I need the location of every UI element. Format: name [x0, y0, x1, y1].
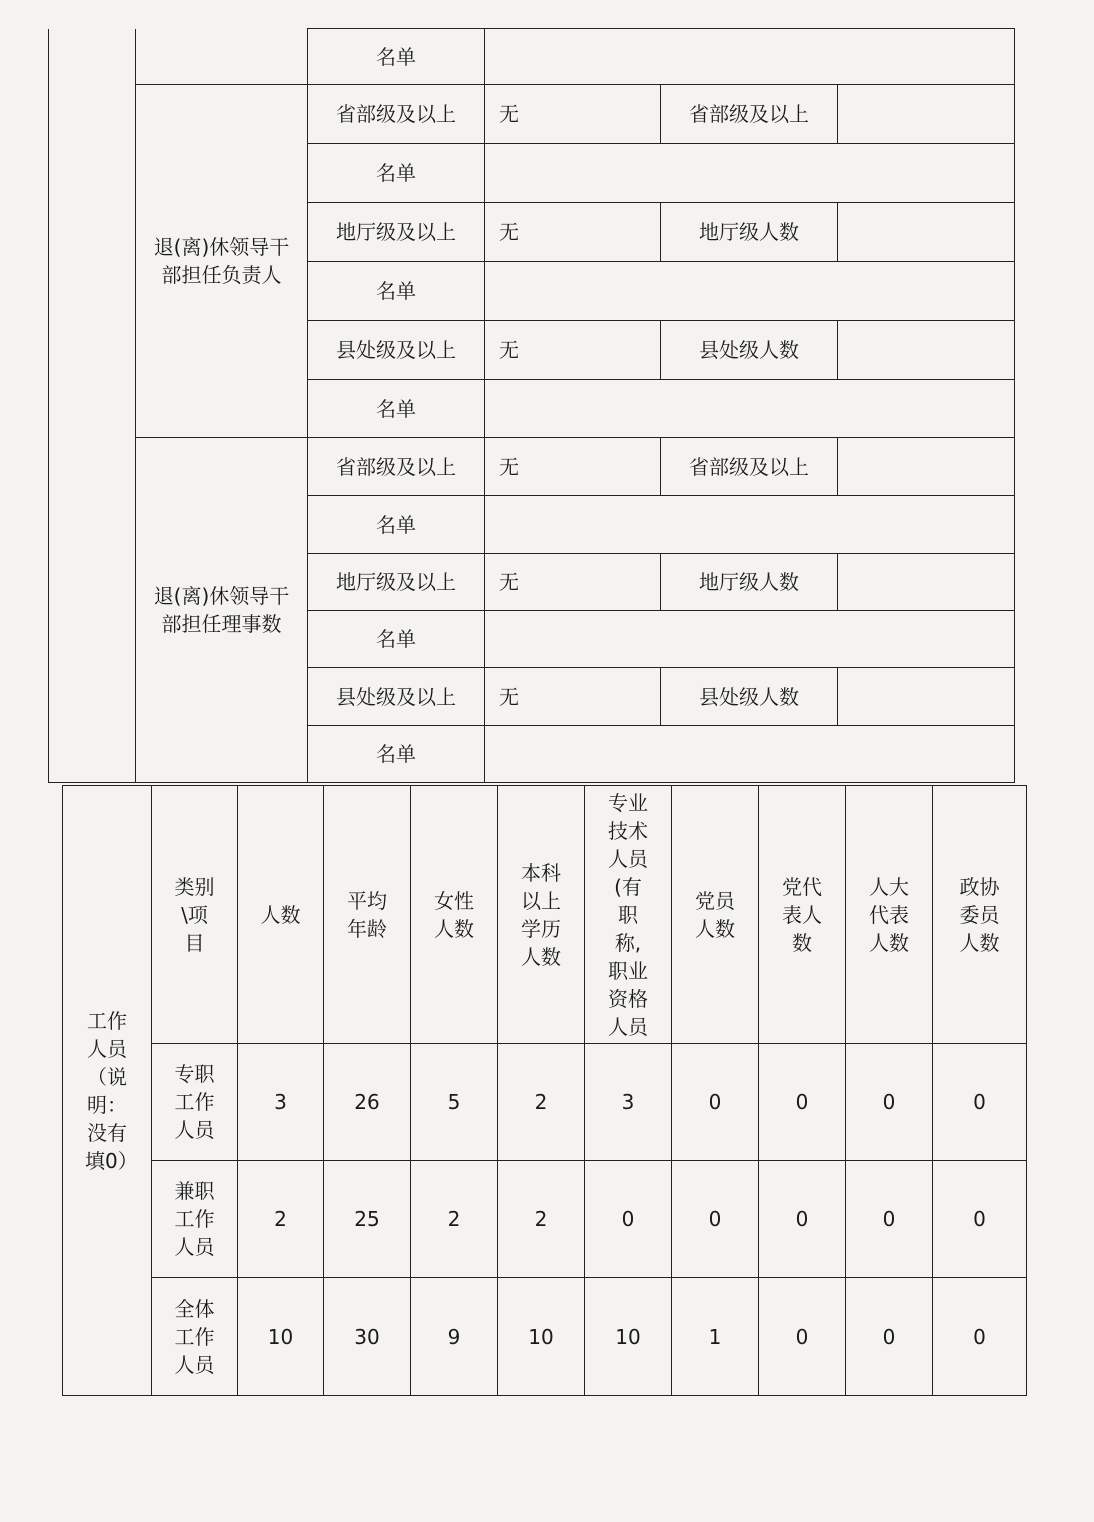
value-cell: 2 [498, 1044, 585, 1161]
count-label: 地厅级人数 [661, 554, 838, 611]
level-label: 省部级及以上 [308, 85, 485, 144]
name-list-value [485, 262, 1015, 321]
name-list-label: 名单 [308, 726, 485, 783]
name-list-value [485, 726, 1015, 783]
count-label: 省部级及以上 [661, 438, 838, 496]
name-list-label: 名单 [308, 29, 485, 85]
count-label: 省部级及以上 [661, 85, 838, 144]
table-row [63, 1044, 1027, 1161]
value-cell: 0 [933, 1161, 1027, 1278]
value-cell: 0 [759, 1161, 846, 1278]
name-list-label: 名单 [308, 496, 485, 554]
header-cell: 专业技术人员(有职称,职业资格人员 [585, 786, 672, 1044]
value-cell: 0 [846, 1161, 933, 1278]
value-cell: 9 [411, 1278, 498, 1396]
value-cell: 0 [672, 1044, 759, 1161]
name-list-label: 名单 [308, 380, 485, 438]
name-list-label: 名单 [308, 144, 485, 203]
value-cell: 2 [411, 1161, 498, 1278]
level-label: 地厅级及以上 [308, 554, 485, 611]
count-value [838, 668, 1015, 726]
header-cell: 党员人数 [672, 786, 759, 1044]
level-value: 无 [485, 203, 661, 262]
value-cell: 3 [238, 1044, 324, 1161]
header-cell: 人大代表人数 [846, 786, 933, 1044]
count-label: 地厅级人数 [661, 203, 838, 262]
value-cell: 10 [498, 1278, 585, 1396]
name-list-value [485, 496, 1015, 554]
table-row [63, 1161, 1027, 1278]
responsible-group-label: 退(离)休领导干部担任负责人 [136, 85, 308, 438]
name-list-label: 名单 [308, 262, 485, 321]
level-value: 无 [485, 321, 661, 380]
staff-table [62, 785, 1027, 1396]
value-cell: 30 [324, 1278, 411, 1396]
count-value [838, 554, 1015, 611]
director-group-label: 退(离)休领导干部担任理事数 [136, 438, 308, 783]
table-row [63, 1278, 1027, 1396]
count-label: 县处级人数 [661, 321, 838, 380]
leaders-table [48, 28, 1015, 783]
name-list-value [485, 29, 1015, 85]
header-cell: 平均年龄 [324, 786, 411, 1044]
name-list-value [485, 380, 1015, 438]
count-value [838, 203, 1015, 262]
header-cell: 党代表人数 [759, 786, 846, 1044]
left-margin-column [49, 29, 136, 783]
name-list-value [485, 144, 1015, 203]
value-cell: 10 [238, 1278, 324, 1396]
header-cell: 类别\项目 [152, 786, 238, 1044]
category-cell: 专职工作人员 [152, 1044, 238, 1161]
value-cell: 0 [933, 1044, 1027, 1161]
level-label: 地厅级及以上 [308, 203, 485, 262]
value-cell: 3 [585, 1044, 672, 1161]
name-list-value [485, 611, 1015, 668]
level-value: 无 [485, 668, 661, 726]
staff-group-label: 工作人员（说明：没有填0） [63, 786, 152, 1396]
value-cell: 0 [759, 1044, 846, 1161]
level-label: 县处级及以上 [308, 668, 485, 726]
level-value: 无 [485, 85, 661, 144]
level-value: 无 [485, 438, 661, 496]
value-cell: 10 [585, 1278, 672, 1396]
count-value [838, 321, 1015, 380]
value-cell: 0 [846, 1044, 933, 1161]
prev-group-cell [136, 29, 308, 85]
count-value [838, 85, 1015, 144]
value-cell: 26 [324, 1044, 411, 1161]
header-cell: 人数 [238, 786, 324, 1044]
count-label: 县处级人数 [661, 668, 838, 726]
value-cell: 5 [411, 1044, 498, 1161]
category-cell: 全体工作人员 [152, 1278, 238, 1396]
level-value: 无 [485, 554, 661, 611]
header-cell: 本科以上学历人数 [498, 786, 585, 1044]
value-cell: 1 [672, 1278, 759, 1396]
value-cell: 0 [672, 1161, 759, 1278]
value-cell: 2 [238, 1161, 324, 1278]
value-cell: 0 [846, 1278, 933, 1396]
header-cell: 政协委员人数 [933, 786, 1027, 1044]
count-value [838, 438, 1015, 496]
level-label: 省部级及以上 [308, 438, 485, 496]
category-cell: 兼职工作人员 [152, 1161, 238, 1278]
name-list-label: 名单 [308, 611, 485, 668]
value-cell: 0 [585, 1161, 672, 1278]
header-cell: 女性人数 [411, 786, 498, 1044]
value-cell: 25 [324, 1161, 411, 1278]
value-cell: 0 [759, 1278, 846, 1396]
value-cell: 0 [933, 1278, 1027, 1396]
level-label: 县处级及以上 [308, 321, 485, 380]
value-cell: 2 [498, 1161, 585, 1278]
